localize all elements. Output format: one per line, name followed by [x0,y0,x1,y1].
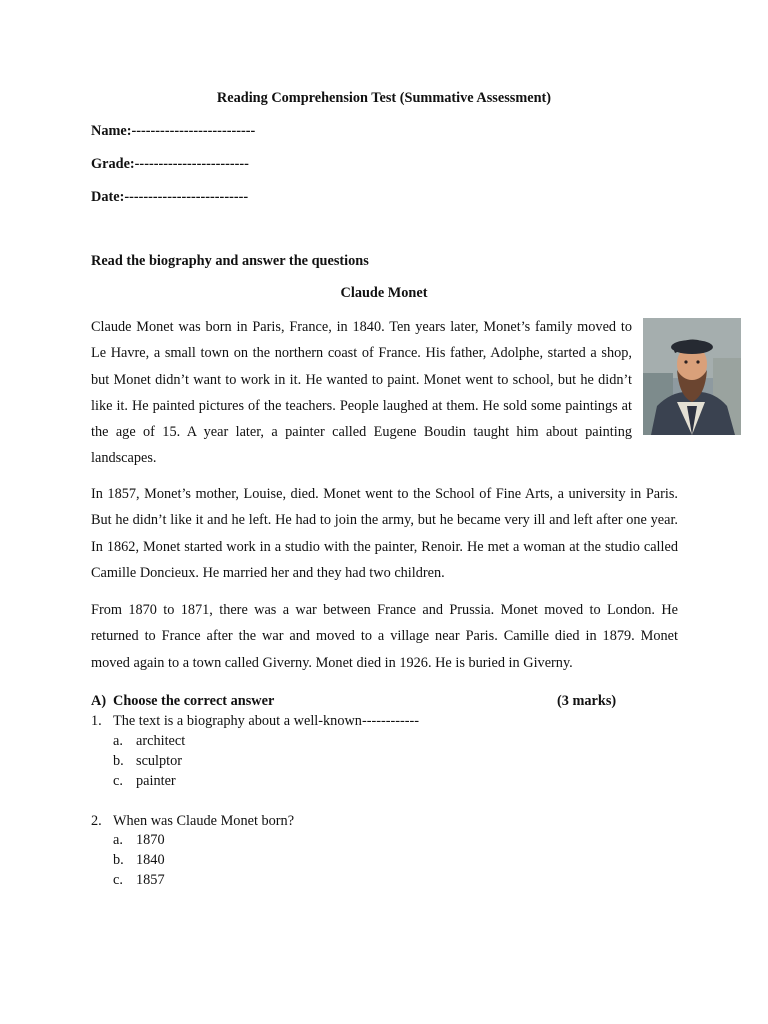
page-title: Reading Comprehension Test (Summative Assessment) [216,90,552,106]
date-field: Date:-------------------------- [91,189,249,205]
option-text: architect [136,733,186,749]
option-label: c. [113,773,123,789]
option-label: a. [113,733,123,749]
biography-paragraph-2: In 1857, Monet’s mother, Louise, died. Monet went to the School of Fine Arts, a university in Paris. But he didn’t like it and he left. He had to join the army, but he became very ill and left after one year. In 1862, Monet started work in a studio with the painter, Renoir. He met a woman at the studio called Camille Doncieux. He married her and they had two children. [91,486,678,581]
name-field: Name:-------------------------- [91,123,256,139]
monet-portrait-image [643,318,741,435]
option-text: 1840 [136,852,165,868]
option-text: painter [136,773,176,789]
instruction-text: Read the biography and answer the questions [91,253,369,269]
section-letter: A) [91,693,107,709]
biography-paragraph-3: From 1870 to 1871, there was a war between France and Prussia. Monet moved to London. He returned to France after the war and moved to a village near Paris. Camille died in 1879. Monet moved again to a town called Giverny. Monet died in 1926. He is buried in Giverny. [91,602,678,671]
option-text: sculptor [136,753,183,769]
grade-field: Grade:------------------------ [91,156,249,172]
question-number: 2. [91,813,102,829]
question-text: The text is a biography about a well-known------------ [113,713,420,729]
biography-paragraph-1: Claude Monet was born in Paris, France, in 1840. Ten years later, Monet’s family moved to Le Havre, a small town on the northern coast of France. His father, Adolphe, started a shop, but Monet didn’t want to work in it. He wanted to paint. Monet went to school, but he didn’t like it. He painted pictures of the teachers. People laughed at them. He sold some paintings at the age of 15. A year later, a painter called Eugene Boudin taught him about painting landscapes. [91,319,632,467]
option-label: a. [113,832,123,848]
question-text: When was Claude Monet born? [113,813,295,829]
portrait-illustration [643,318,741,435]
section-a-marks: (3 marks) [557,693,617,709]
option-text: 1870 [136,832,165,848]
biography-title: Claude Monet [340,285,428,301]
option-label: b. [113,852,124,868]
section-heading-text: Choose the correct answer [113,693,275,709]
option-label: c. [113,872,123,888]
question-number: 1. [91,713,102,729]
option-text: 1857 [136,872,165,888]
option-label: b. [113,753,124,769]
